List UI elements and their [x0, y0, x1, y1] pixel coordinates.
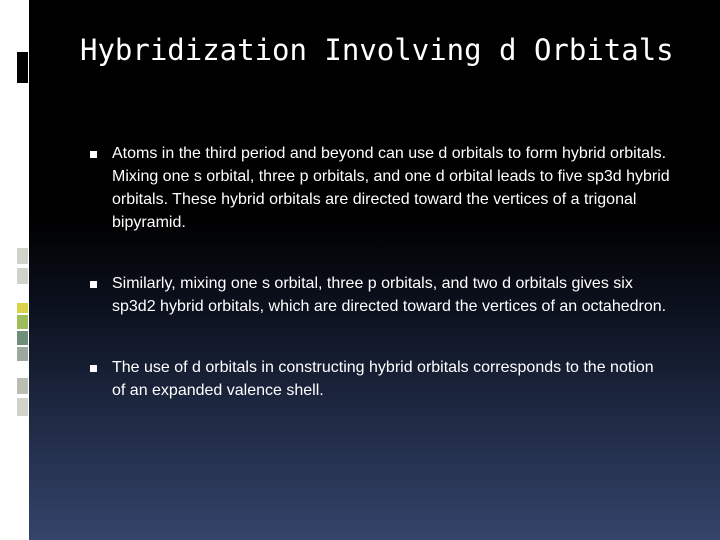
accent-bar [17, 303, 28, 313]
bullet-item [90, 272, 670, 318]
bullet-text: Atoms in the third period and beyond can use d orbitals to form hybrid orbitals. Mixing one s orbital, three p orbitals, and one d orbital leads to five sp3d hybrid orbitals. These hybrid orbitals are directed toward the vertices of a trigonal bipyramid. [112, 145, 670, 231]
square-bullet-icon [90, 151, 97, 158]
bullet-item [90, 142, 670, 234]
bullet-text: The use of d orbitals in constructing hybrid orbitals corresponds to the notion of an expanded valence shell. [112, 359, 654, 399]
bullet-item [90, 356, 670, 402]
bullet-list [90, 142, 670, 402]
accent-bar [17, 331, 28, 345]
accent-bar [17, 268, 28, 284]
accent-bar [17, 248, 28, 264]
accent-bar [17, 52, 28, 83]
bullet-text: Similarly, mixing one s orbital, three p orbitals, and two d orbitals gives six sp3d2 hybrid orbitals, which are directed toward the vertices of an octahedron. [112, 275, 667, 315]
square-bullet-icon [90, 281, 97, 288]
square-bullet-icon [90, 365, 97, 372]
accent-bar [17, 378, 28, 394]
accent-bar [17, 315, 28, 329]
accent-bar [17, 347, 28, 361]
accent-bar [17, 398, 28, 416]
slide-title: Hybridization Involving d Orbitals [80, 33, 674, 67]
